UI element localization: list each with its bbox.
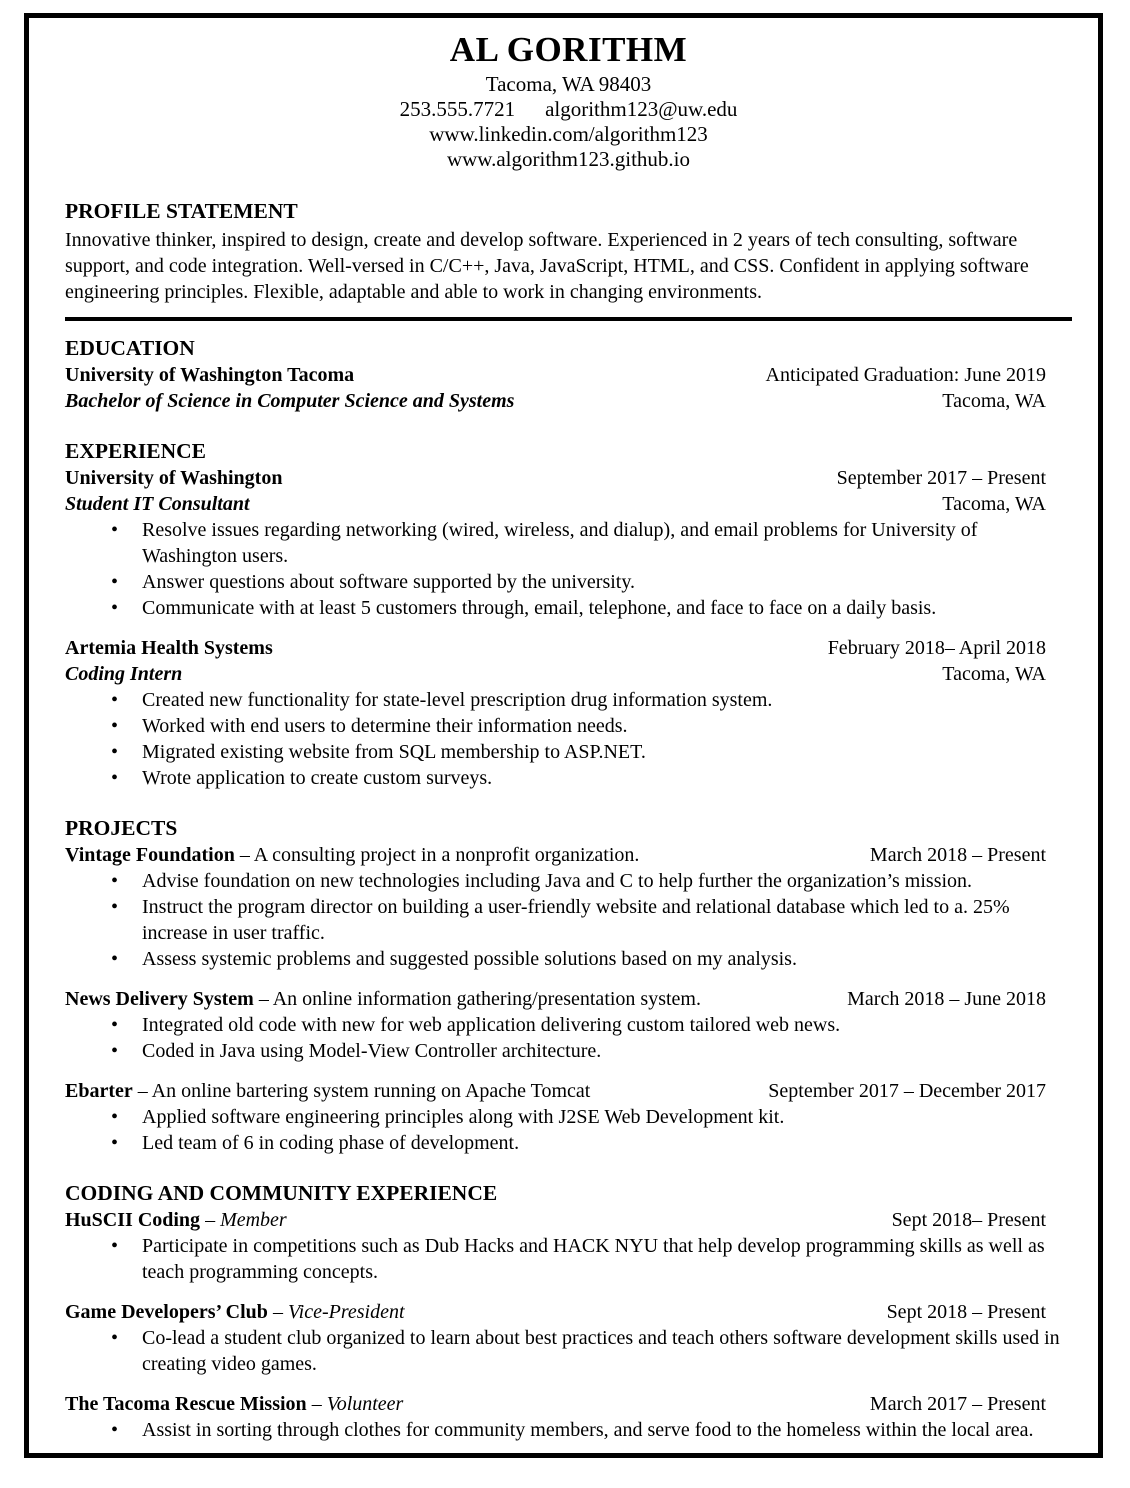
project-dates: March 2018 – Present: [869, 844, 1046, 866]
education-heading: EDUCATION: [65, 336, 195, 360]
project-name: Ebarter: [65, 1080, 133, 1102]
bullet-list: [65, 687, 1072, 791]
community-org-name: HuSCII Coding: [65, 1209, 201, 1231]
github-url: www.algorithm123.github.io: [446, 147, 691, 171]
bullet-list: [65, 1325, 1072, 1377]
community-dates: Sept 2018– Present: [891, 1209, 1046, 1231]
bullet-item: • Applied software engineering principles along with J2SE Web Development kit.: [65, 1104, 1072, 1130]
bullet-item: • Led team of 6 in coding phase of development.: [65, 1130, 1072, 1156]
bullet-item: • Instruct the program director on building a user-friendly website and relational database which led to a. 25% increase in user traffic.: [65, 894, 1072, 946]
community-section: [65, 1180, 1072, 1443]
graduation-date: Anticipated Graduation: June 2019: [765, 364, 1046, 386]
project-title-row: [65, 986, 1072, 1012]
project-dates: March 2018 – June 2018: [847, 988, 1046, 1010]
community-entry: [65, 1299, 1072, 1377]
community-title-row: [65, 1391, 1072, 1417]
bullet-list: [65, 868, 1072, 972]
job-entry: [65, 465, 1072, 621]
bullet-item: • Advise foundation on new technologies including Java and C to help further the organization’s mission.: [65, 868, 1072, 894]
project-name: News Delivery System: [65, 988, 254, 1010]
profile-text: Innovative thinker, inspired to design, create and develop software. Experienced in 2 years of tech consulting, software support, and code integration. Well-versed in C/C++, Java, JavaScript, HTML, and CSS. Confident in applying software engineering principles. Flexible, adaptable and able to work in changing environments.: [65, 229, 1029, 303]
projects-section: [65, 815, 1072, 1156]
job-location: Tacoma, WA: [942, 493, 1046, 515]
community-org-name: The Tacoma Rescue Mission: [65, 1393, 307, 1415]
bullet-item: • Participate in competitions such as Dub Hacks and HACK NYU that help develop programming skills as well as teach programming concepts.: [65, 1233, 1072, 1285]
bullet-list: [65, 517, 1072, 621]
project-title-text: [65, 842, 870, 868]
community-title-row: [65, 1207, 1072, 1233]
bullet-item: • Resolve issues regarding networking (wired, wireless, and dialup), and email problems for University of Washington users.: [65, 517, 1072, 569]
job-entry: [65, 635, 1072, 791]
job-title: Student IT Consultant: [65, 493, 250, 515]
bullet-item: • Communicate with at least 5 customers through, email, telephone, and face to face on a daily basis.: [65, 595, 1072, 621]
job-org-row: [65, 465, 1072, 491]
bullet-item: • Created new functionality for state-level prescription drug information system.: [65, 687, 1072, 713]
bullet-list: [65, 1417, 1072, 1443]
bullet-list: [65, 1012, 1072, 1064]
projects-heading: PROJECTS: [65, 816, 178, 840]
job-title: Coding Intern: [65, 663, 183, 685]
project-entry: [65, 842, 1072, 972]
school-name: University of Washington Tacoma: [65, 364, 355, 386]
job-dates: September 2017 – Present: [836, 467, 1046, 489]
job-org-row: [65, 635, 1072, 661]
profile-section: [65, 198, 1072, 305]
job-title-row: [65, 491, 1072, 517]
education-location: Tacoma, WA: [942, 390, 1046, 412]
profile-heading: PROFILE STATEMENT: [65, 199, 298, 223]
section-divider: [65, 317, 1072, 321]
project-title-row: [65, 842, 1072, 868]
community-entry: [65, 1391, 1072, 1443]
project-entry: [65, 986, 1072, 1064]
bullet-list: [65, 1104, 1072, 1156]
project-description: – A consulting project in a nonprofit organization.: [239, 844, 640, 866]
education-row-degree: [65, 388, 1072, 414]
project-title-text: [65, 1078, 768, 1104]
job-title-row: [65, 661, 1072, 687]
bullet-item: • Worked with end users to determine their information needs.: [65, 713, 1072, 739]
project-description: – An online bartering system running on Apache Tomcat: [137, 1080, 591, 1102]
education-row-school: [65, 362, 1072, 388]
community-org-name: Game Developers’ Club: [65, 1301, 268, 1323]
job-organization: University of Washington: [65, 467, 283, 489]
experience-section: [65, 438, 1072, 791]
community-dates: Sept 2018 – Present: [886, 1301, 1046, 1323]
community-role: – Volunteer: [311, 1393, 404, 1415]
bullet-item: • Assess systemic problems and suggested possible solutions based on my analysis.: [65, 946, 1072, 972]
project-name: Vintage Foundation: [65, 844, 235, 866]
community-entry: [65, 1207, 1072, 1285]
experience-heading: EXPERIENCE: [65, 439, 206, 463]
project-description: – An online information gathering/presentation system.: [258, 988, 701, 1010]
resume-header: [65, 28, 1072, 172]
resume-content: [65, 28, 1072, 1443]
candidate-name: AL GORITHM: [449, 30, 688, 69]
community-role: – Member: [205, 1209, 287, 1231]
bullet-list: [65, 1233, 1072, 1285]
project-title-row: [65, 1078, 1072, 1104]
bullet-item: • Migrated existing website from SQL membership to ASP.NET.: [65, 739, 1072, 765]
community-dates: March 2017 – Present: [869, 1393, 1046, 1415]
bullet-item: • Answer questions about software supported by the university.: [65, 569, 1072, 595]
linkedin-url: www.linkedin.com/algorithm123: [429, 122, 708, 146]
bullet-item: • Wrote application to create custom surveys.: [65, 765, 1072, 791]
community-title-row: [65, 1299, 1072, 1325]
community-role: – Vice-President: [272, 1301, 405, 1323]
project-entry: [65, 1078, 1072, 1156]
address-line: Tacoma, WA 98403: [485, 72, 652, 96]
job-location: Tacoma, WA: [942, 663, 1046, 685]
email-address: algorithm123@uw.edu: [545, 97, 738, 121]
community-title-text: [65, 1299, 887, 1325]
community-heading: CODING AND COMMUNITY EXPERIENCE: [65, 1181, 498, 1205]
community-title-text: [65, 1391, 870, 1417]
community-title-text: [65, 1207, 892, 1233]
degree-name: Bachelor of Science in Computer Science and Systems: [65, 390, 515, 412]
project-dates: September 2017 – December 2017: [768, 1080, 1046, 1102]
job-dates: February 2018– April 2018: [827, 637, 1046, 659]
phone-number: 253.555.7721: [399, 97, 516, 121]
bullet-item: • Coded in Java using Model-View Controller architecture.: [65, 1038, 1072, 1064]
education-section: [65, 335, 1072, 414]
phone-email-line: [65, 97, 1072, 122]
bullet-item: • Integrated old code with new for web application delivering custom tailored web news.: [65, 1012, 1072, 1038]
project-title-text: [65, 986, 847, 1012]
bullet-item: • Assist in sorting through clothes for community members, and serve food to the homeless within the local area.: [65, 1417, 1072, 1443]
job-organization: Artemia Health Systems: [65, 637, 273, 659]
bullet-item: • Co-lead a student club organized to learn about best practices and teach others software development skills used in creating video games.: [65, 1325, 1072, 1377]
